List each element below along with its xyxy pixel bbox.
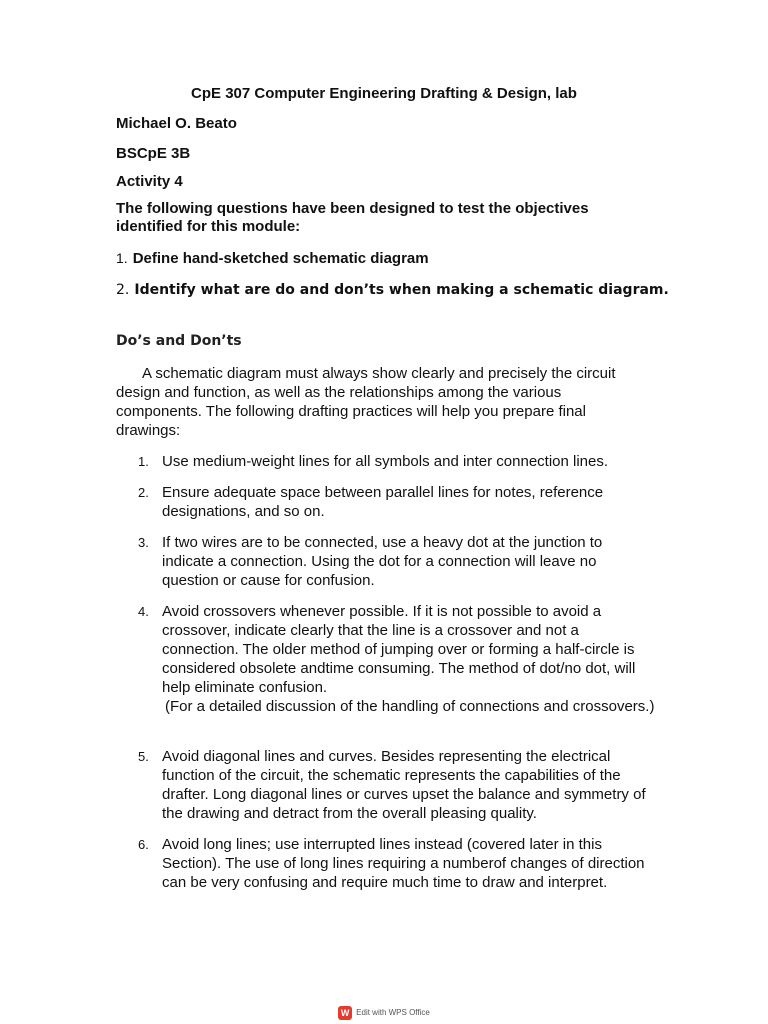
question-text: Define hand-sketched schematic diagram [132,250,429,267]
list-text: Avoid crossovers whenever possible. If it is not possible to avoid a crossover, indicate clearly that the line is a crossover and not a connection. The older method of jumping over or forming a half-circle is considered obsolete andtime consuming. The method of dot/no dot, will help eliminate confusion. [162,603,636,696]
section-heading: Do’s and Don’ts [116,333,242,349]
list-number: 6. [138,837,149,852]
list-item [116,452,656,471]
list-text: Avoid long lines; use interrupted lines instead (covered later in this Section). The use of long lines requiring a numberof changes of direction can be very confusing and require much time to draw and interpret. [162,836,645,891]
list-item [116,835,656,892]
question-2 [116,282,669,298]
list-text: Use medium-weight lines for all symbols and inter connection lines. [162,453,609,470]
class-section: BSCpE 3B [116,145,191,162]
footer-text: Edit with WPS Office [356,1008,430,1018]
question-text: Identify what are do and don’ts when making a schematic diagram. [134,282,669,298]
question-1 [116,250,429,267]
list-item [116,602,656,716]
wps-footer[interactable] [0,1006,768,1020]
list-number: 2. [138,485,149,500]
wps-logo-icon: W [338,1006,352,1020]
list-number: 5. [138,749,149,764]
list-text: Avoid diagonal lines and curves. Besides representing the electrical function of the circuit, the schematic represents the capabilities of the drafter. Long diagonal lines or curves upset the balance and symmetry of the drawing and detract from the overall pleasing quality. [162,748,646,822]
author-name: Michael O. Beato [116,115,237,132]
list-item [116,483,656,521]
document-title: CpE 307 Computer Engineering Drafting & Design, lab [191,85,577,102]
body-paragraph: A schematic diagram must always show clearly and precisely the circuit design and function, as well as the relationships among the various components. The following drafting practices will help you prepare final drawings: [116,365,616,439]
question-number: 2. [116,282,130,298]
list-note: (For a detailed discussion of the handling of connections and crossovers.) [165,698,655,715]
question-number: 1. [116,250,128,266]
list-item [116,533,656,590]
list-number: 4. [138,604,149,619]
list-number: 1. [138,454,149,469]
activity-label: Activity 4 [116,173,183,190]
list-text: Ensure adequate space between parallel lines for notes, reference designations, and so on. [162,484,604,520]
intro-text: The following questions have been designed to test the objectives identified for this module: [116,200,589,235]
list-number: 3. [138,535,149,550]
list-item [116,747,656,823]
list-text: If two wires are to be connected, use a heavy dot at the junction to indicate a connection. Using the dot for a connection will leave no question or cause for confusion. [162,534,603,589]
